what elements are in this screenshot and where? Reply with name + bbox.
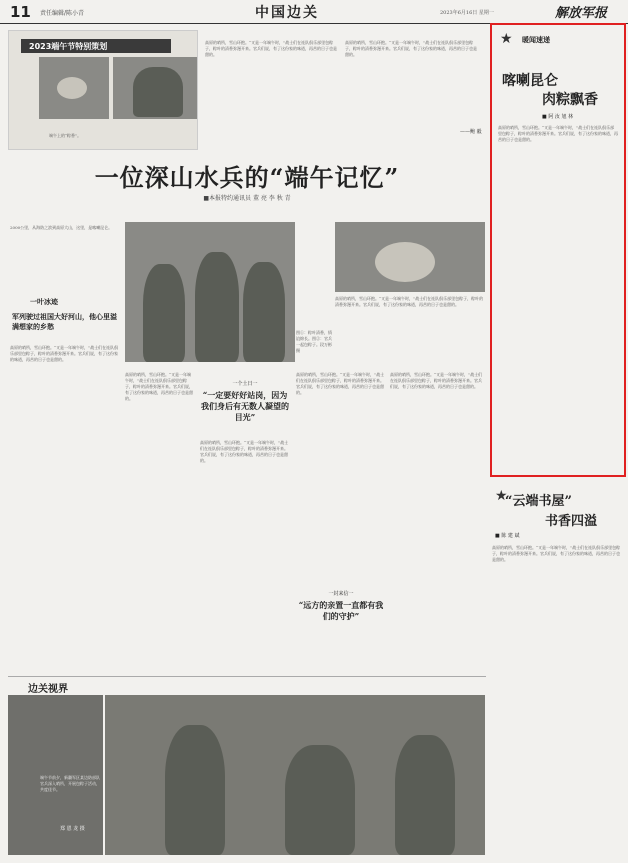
feature-tag: 2023端午节特别策划 xyxy=(21,39,171,53)
issue-date: 2023年6月16日 星期一 xyxy=(440,10,494,16)
bottom-photo-wide xyxy=(105,695,485,855)
sidebar-title-2: 肉粽飘香 xyxy=(542,92,598,108)
sidebar-title-1: 喀喇昆仑 xyxy=(502,73,558,89)
cooking-photo xyxy=(335,222,485,292)
soldiers-photo xyxy=(125,222,295,362)
byline: ■本报特约通讯员 董 亮 李 秋 青 xyxy=(203,195,291,202)
bottom-divider xyxy=(8,676,486,677)
body-column-5: 高原的哨所，雪山环抱。“又是一年端午时，”战士们在连队俱乐部里包粽子，粽叶的清香弥漫开来。官兵们说，有了这份家的味道，再苦的日子也是甜的。 xyxy=(390,372,483,389)
sidebar-frame xyxy=(490,23,626,477)
lead-column-2: 高原的哨所，雪山环抱。“又是一年端午时，”战士们在连队俱乐部里包粽子，粽叶的清香弥漫开来。官兵们说，有了这份家的味道，再苦的日子也是甜的。 xyxy=(345,40,477,57)
section-subtitle-1: 军列驶过祖国大好河山，他心里溢满想家的乡愁 xyxy=(12,312,117,331)
editor-line: 责任编辑/陈小青 xyxy=(40,10,85,17)
body-column-2: 高原的哨所，雪山环抱。“又是一年端午时，”战士们在连队俱乐部里包粽子，粽叶的清香弥漫开来。官兵们说，有了这份家的味道，再苦的日子也是甜的。 xyxy=(125,372,193,401)
left-body-text: 高原的哨所，雪山环抱。“又是一年端午时，”战士们在连队俱乐部里包粽子，粽叶的清香弥漫开来。官兵们说，有了这份家的味道，再苦的日子也是甜的。 xyxy=(10,345,119,362)
sidebar-title-4: 书香四溢 xyxy=(545,514,598,529)
bottom-section-title: 边关视界 xyxy=(28,684,68,695)
letter-quote: “远方的亲置一直都有我们的守护” xyxy=(298,600,384,621)
masthead-logo: 解放军报 xyxy=(555,6,608,21)
section-label-1: 一叶冰迹 xyxy=(30,297,58,306)
body-column-4: 高原的哨所，雪山环抱。“又是一年端午时，”战士们在连队俱乐部里包粽子，粽叶的清香弥漫开来。官兵们说，有了这份家的味道，再苦的日子也是甜的。 xyxy=(296,372,385,395)
sidebar-body-2: 高原的哨所，雪山环抱。“又是一年端午时，”战士们在连队俱乐部里包粽子，粽叶的清香弥漫开来。官兵们说，有了这份家的味道，再苦的日子也是甜的。 xyxy=(492,545,621,562)
photo-caption: 图①：粽叶清香，情谊绵长。图②：官兵一起包粽子。段万彬 摄 xyxy=(296,330,332,353)
feature-caption: 端午上的“粽香”。 xyxy=(49,133,82,138)
page-number: 11 xyxy=(10,3,31,21)
sidebar-label: 暖闻速递 xyxy=(522,35,550,44)
dumpling-photo-2 xyxy=(113,57,197,119)
feature-box xyxy=(8,30,198,150)
dumpling-photo-1 xyxy=(39,57,109,119)
section-title: 中国边关 xyxy=(255,5,319,21)
quote-label: 一个土日一 xyxy=(232,381,258,387)
star-icon: ★ xyxy=(495,488,508,504)
lead-signature: ——鲍 毅 xyxy=(460,129,482,135)
pull-quote: “一定要好好站岗，因为我们身后有无数人凝望的目光” xyxy=(201,390,289,422)
main-headline: 一位深山水兵的“端午记忆” xyxy=(94,163,400,192)
sidebar-body: 高原的哨所，雪山环抱。“又是一年端午时，”战士们在连队俱乐部里包粽子，粽叶的清香弥漫开来。官兵们说，有了这份家的味道，再苦的日子也是甜的。 xyxy=(498,125,618,142)
sidebar-byline-2: ■ 陈 建 斌 xyxy=(495,533,520,539)
letter-label: 一封来信一 xyxy=(328,591,354,597)
star-icon: ★ xyxy=(500,31,513,47)
bottom-author: 郑 恩 龙 摄 xyxy=(60,826,85,832)
lead-column-1: 高原的哨所，雪山环抱。“又是一年端午时，”战士们在连队俱乐部里包粽子，粽叶的清香弥漫开来。官兵们说，有了这份家的味道，再苦的日子也是甜的。 xyxy=(205,40,337,57)
page-header xyxy=(0,0,628,24)
intro-text: 2000公里，从海防之滨到高原大山，这里，是喀喇昆仑。 xyxy=(10,225,113,230)
sidebar-title-3: “云端书屋” xyxy=(505,494,572,509)
sidebar-byline: ■ 阿 汝 旭 林 xyxy=(542,114,574,120)
bottom-caption: 端午节前夕，新疆军区某边防部队官兵深入哨所，开展包粽子活动，共度佳节。 xyxy=(40,775,100,792)
right-mid-text: 高原的哨所，雪山环抱。“又是一年端午时，”战士们在连队俱乐部里包粽子，粽叶的清香弥漫开来。官兵们说，有了这份家的味道，再苦的日子也是甜的。 xyxy=(335,296,484,307)
body-column-3: 高原的哨所，雪山环抱。“又是一年端午时，”战士们在连队俱乐部里包粽子，粽叶的清香弥漫开来。官兵们说，有了这份家的味道，再苦的日子也是甜的。 xyxy=(200,440,289,463)
